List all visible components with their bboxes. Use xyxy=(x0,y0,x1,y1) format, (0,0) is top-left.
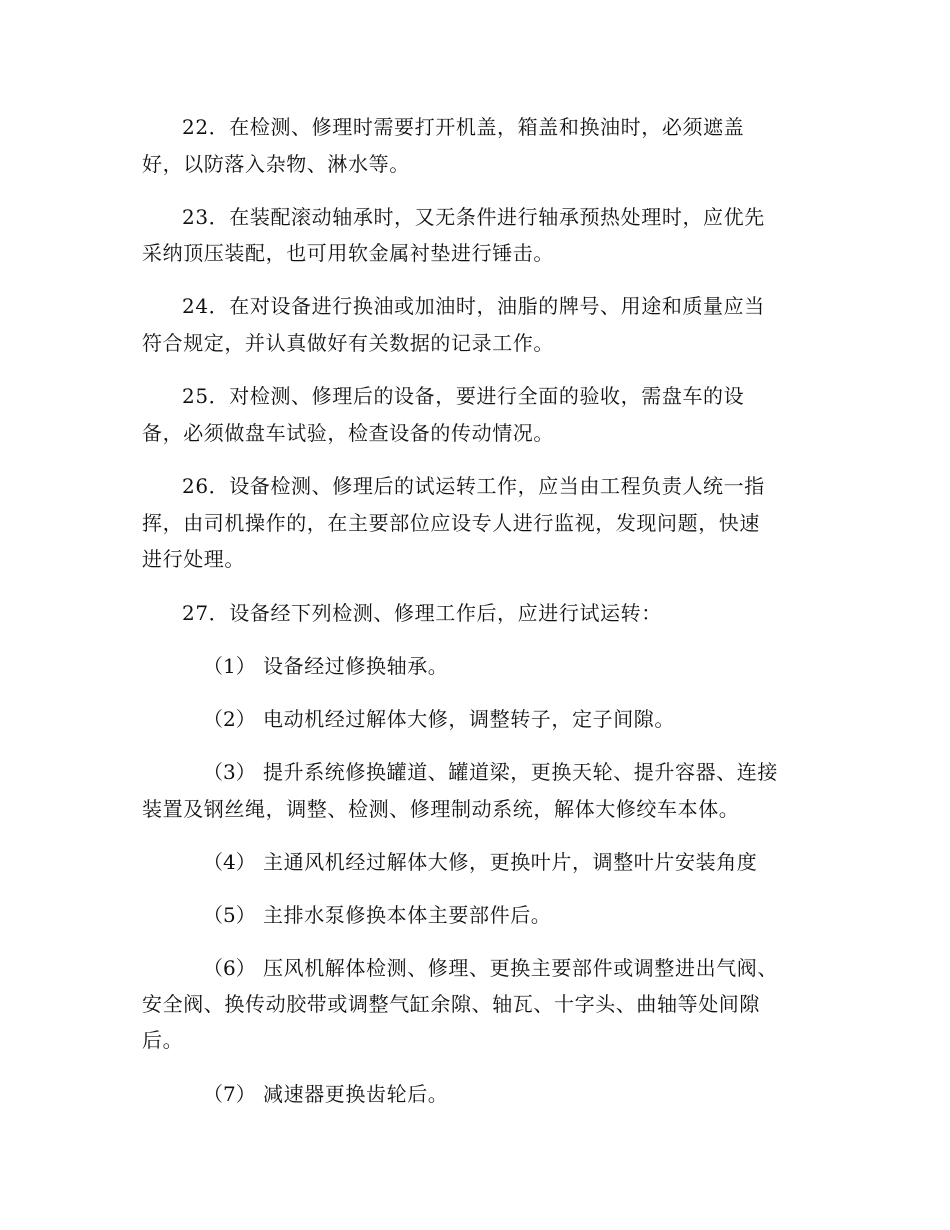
paragraph-24-line-2: 符合规定，并认真做好有关数据的记录工作。 xyxy=(142,331,554,355)
list-item-number: （6） xyxy=(203,956,256,980)
list-item-continuation: 后。 xyxy=(142,1028,184,1052)
list-item-continuation: 安全阀、换传动胶带或调整气缸余隙、轴瓦、十字头、曲轴等处间隙 xyxy=(142,992,760,1016)
paragraph-23-line-2: 采纳顶压装配，也可用软金属衬垫进行锤击。 xyxy=(142,241,554,265)
paragraph-27-line-1: 27．设备经下列检测、修理工作后，应进行试运转： xyxy=(182,601,662,625)
list-item-number: （3） xyxy=(203,760,256,784)
list-item-number: （7） xyxy=(203,1082,256,1106)
paragraph-22-line-2: 好，以防落入杂物、淋水等。 xyxy=(142,152,410,176)
list-item-text: 主排水泵修换本体主要部件后。 xyxy=(263,903,552,927)
list-item-text: 减速器更换齿轮后。 xyxy=(263,1082,449,1106)
list-item-number: （2） xyxy=(203,707,256,731)
paragraph-22-line-1: 22．在检测、修理时需要打开机盖，箱盖和换油时，必须遮盖 xyxy=(182,115,745,139)
list-item-continuation: 装置及钢丝绳，调整、检测、修理制动系统，解体大修绞车本体。 xyxy=(142,797,740,821)
list-item-text: 设备经过修换轴承。 xyxy=(263,654,449,678)
list-item-text: 提升系统修换罐道、罐道梁，更换天轮、提升容器、连接 xyxy=(263,760,778,784)
paragraph-26-line-2: 挥，由司机操作的，在主要部位应设专人进行监视，发现问题，快速 xyxy=(142,511,760,535)
list-item-text: 电动机经过解体大修，调整转子，定子间隙。 xyxy=(263,707,675,731)
list-item-text: 主通风机经过解体大修，更换叶片，调整叶片安装角度 xyxy=(263,850,758,874)
list-item-number: （4） xyxy=(203,850,256,874)
paragraph-26-line-1: 26．设备检测、修理后的试运转工作，应当由工程负责人统一指 xyxy=(182,474,765,498)
paragraph-25-line-2: 备，必须做盘车试验，检查设备的传动情况。 xyxy=(142,421,554,445)
paragraph-24-line-1: 24．在对设备进行换油或加油时，油脂的牌号、用途和质量应当 xyxy=(182,294,765,318)
list-item-number: （5） xyxy=(203,903,256,927)
paragraph-25-line-1: 25．对检测、修理后的设备，要进行全面的验收，需盘车的设 xyxy=(182,384,745,408)
list-item-number: （1） xyxy=(203,654,256,678)
paragraph-26-line-3: 进行处理。 xyxy=(142,547,245,571)
list-item-text: 压风机解体检测、修理、更换主要部件或调整进出气阀、 xyxy=(263,956,778,980)
paragraph-23-line-1: 23．在装配滚动轴承时，又无条件进行轴承预热处理时，应优先 xyxy=(182,205,765,229)
